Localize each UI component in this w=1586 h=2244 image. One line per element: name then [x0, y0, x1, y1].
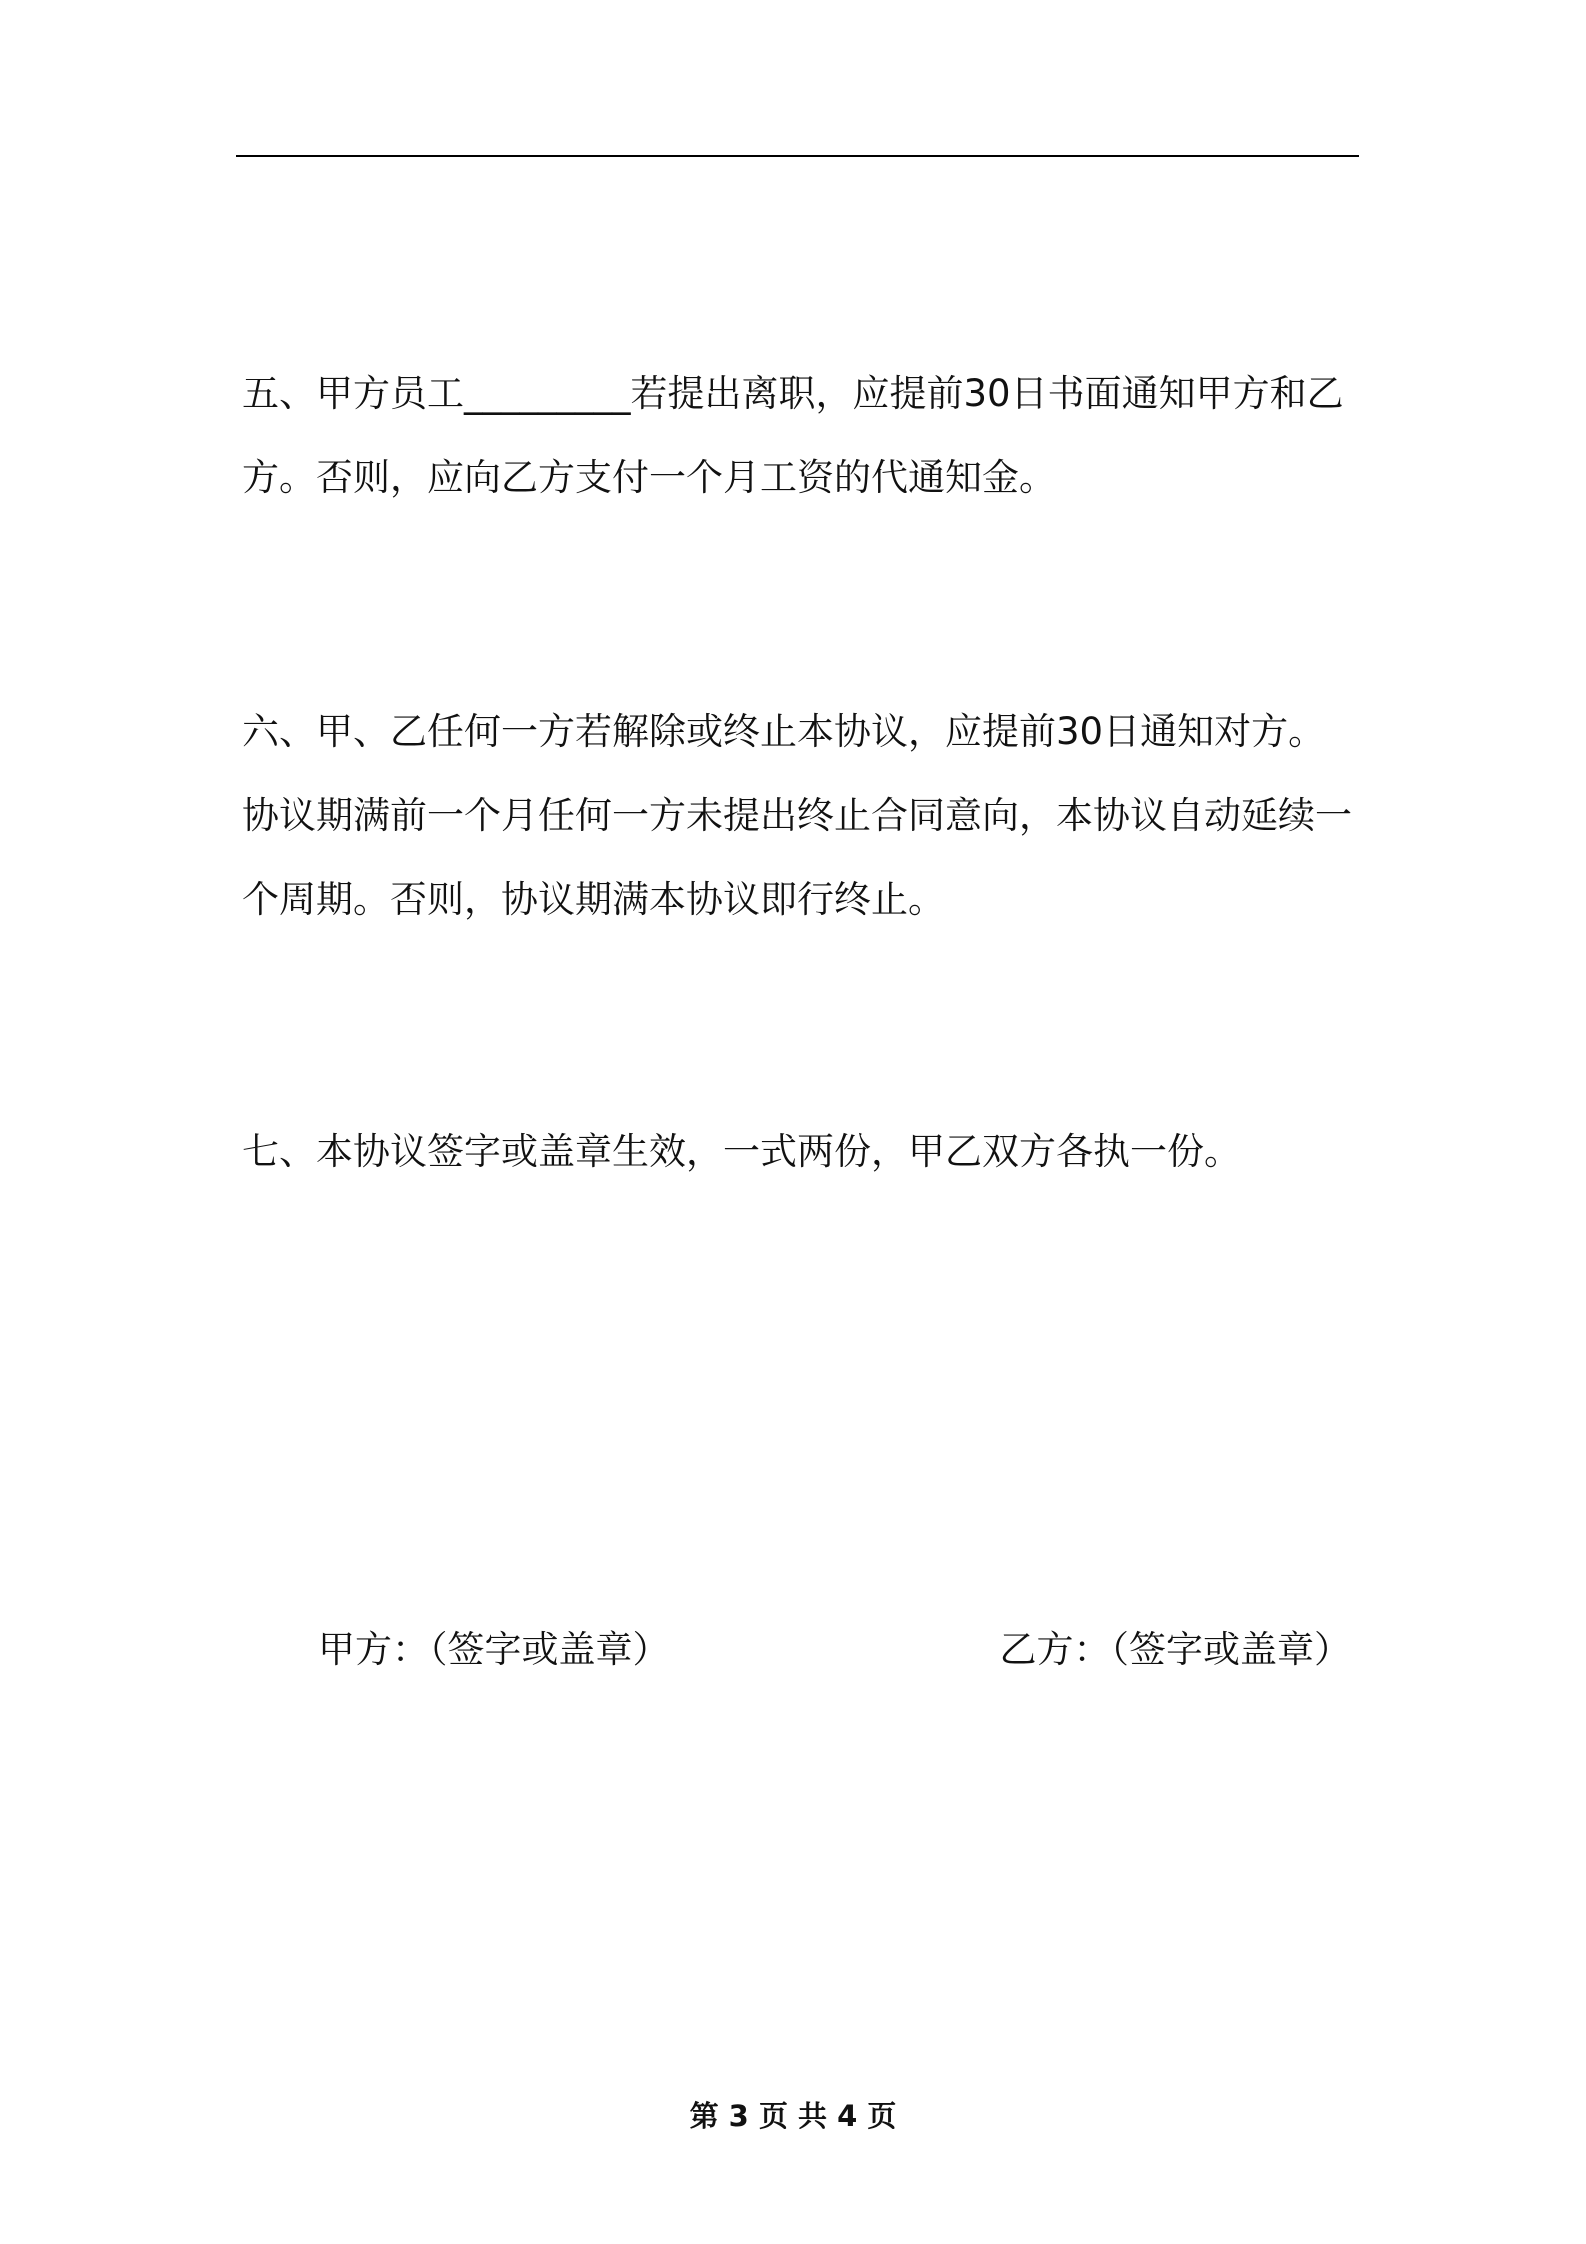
- clause-six-line-1: 六、甲、乙任何一方若解除或终止本协议，应提前30日通知对方。: [242, 710, 1326, 753]
- clause-six-line-3: 个周期。否则，协议期满本协议即行终止。: [242, 878, 945, 921]
- page-number: 第 3 页 共 4 页: [689, 2099, 897, 2133]
- clause-six: [242, 690, 1362, 942]
- clause-seven: [242, 1110, 1362, 1194]
- clause-five-line-1: 五、甲方员工_________若提出离职，应提前30日书面通知甲方和乙: [242, 372, 1344, 415]
- clause-five-line-2: 方。否则，应向乙方支付一个月工资的代通知金。: [242, 456, 1056, 499]
- clause-five: [242, 352, 1362, 520]
- clause-six-line-2: 协议期满前一个月任何一方未提出终止合同意向，本协议自动延续一: [242, 794, 1352, 837]
- party-a-signature: 甲方：（签字或盖章）: [318, 1628, 670, 1671]
- clause-seven-line-1: 七、本协议签字或盖章生效，一式两份，甲乙双方各执一份。: [242, 1130, 1241, 1173]
- party-b-signature: 乙方：（签字或盖章）: [999, 1628, 1351, 1671]
- header-rule: [236, 155, 1359, 157]
